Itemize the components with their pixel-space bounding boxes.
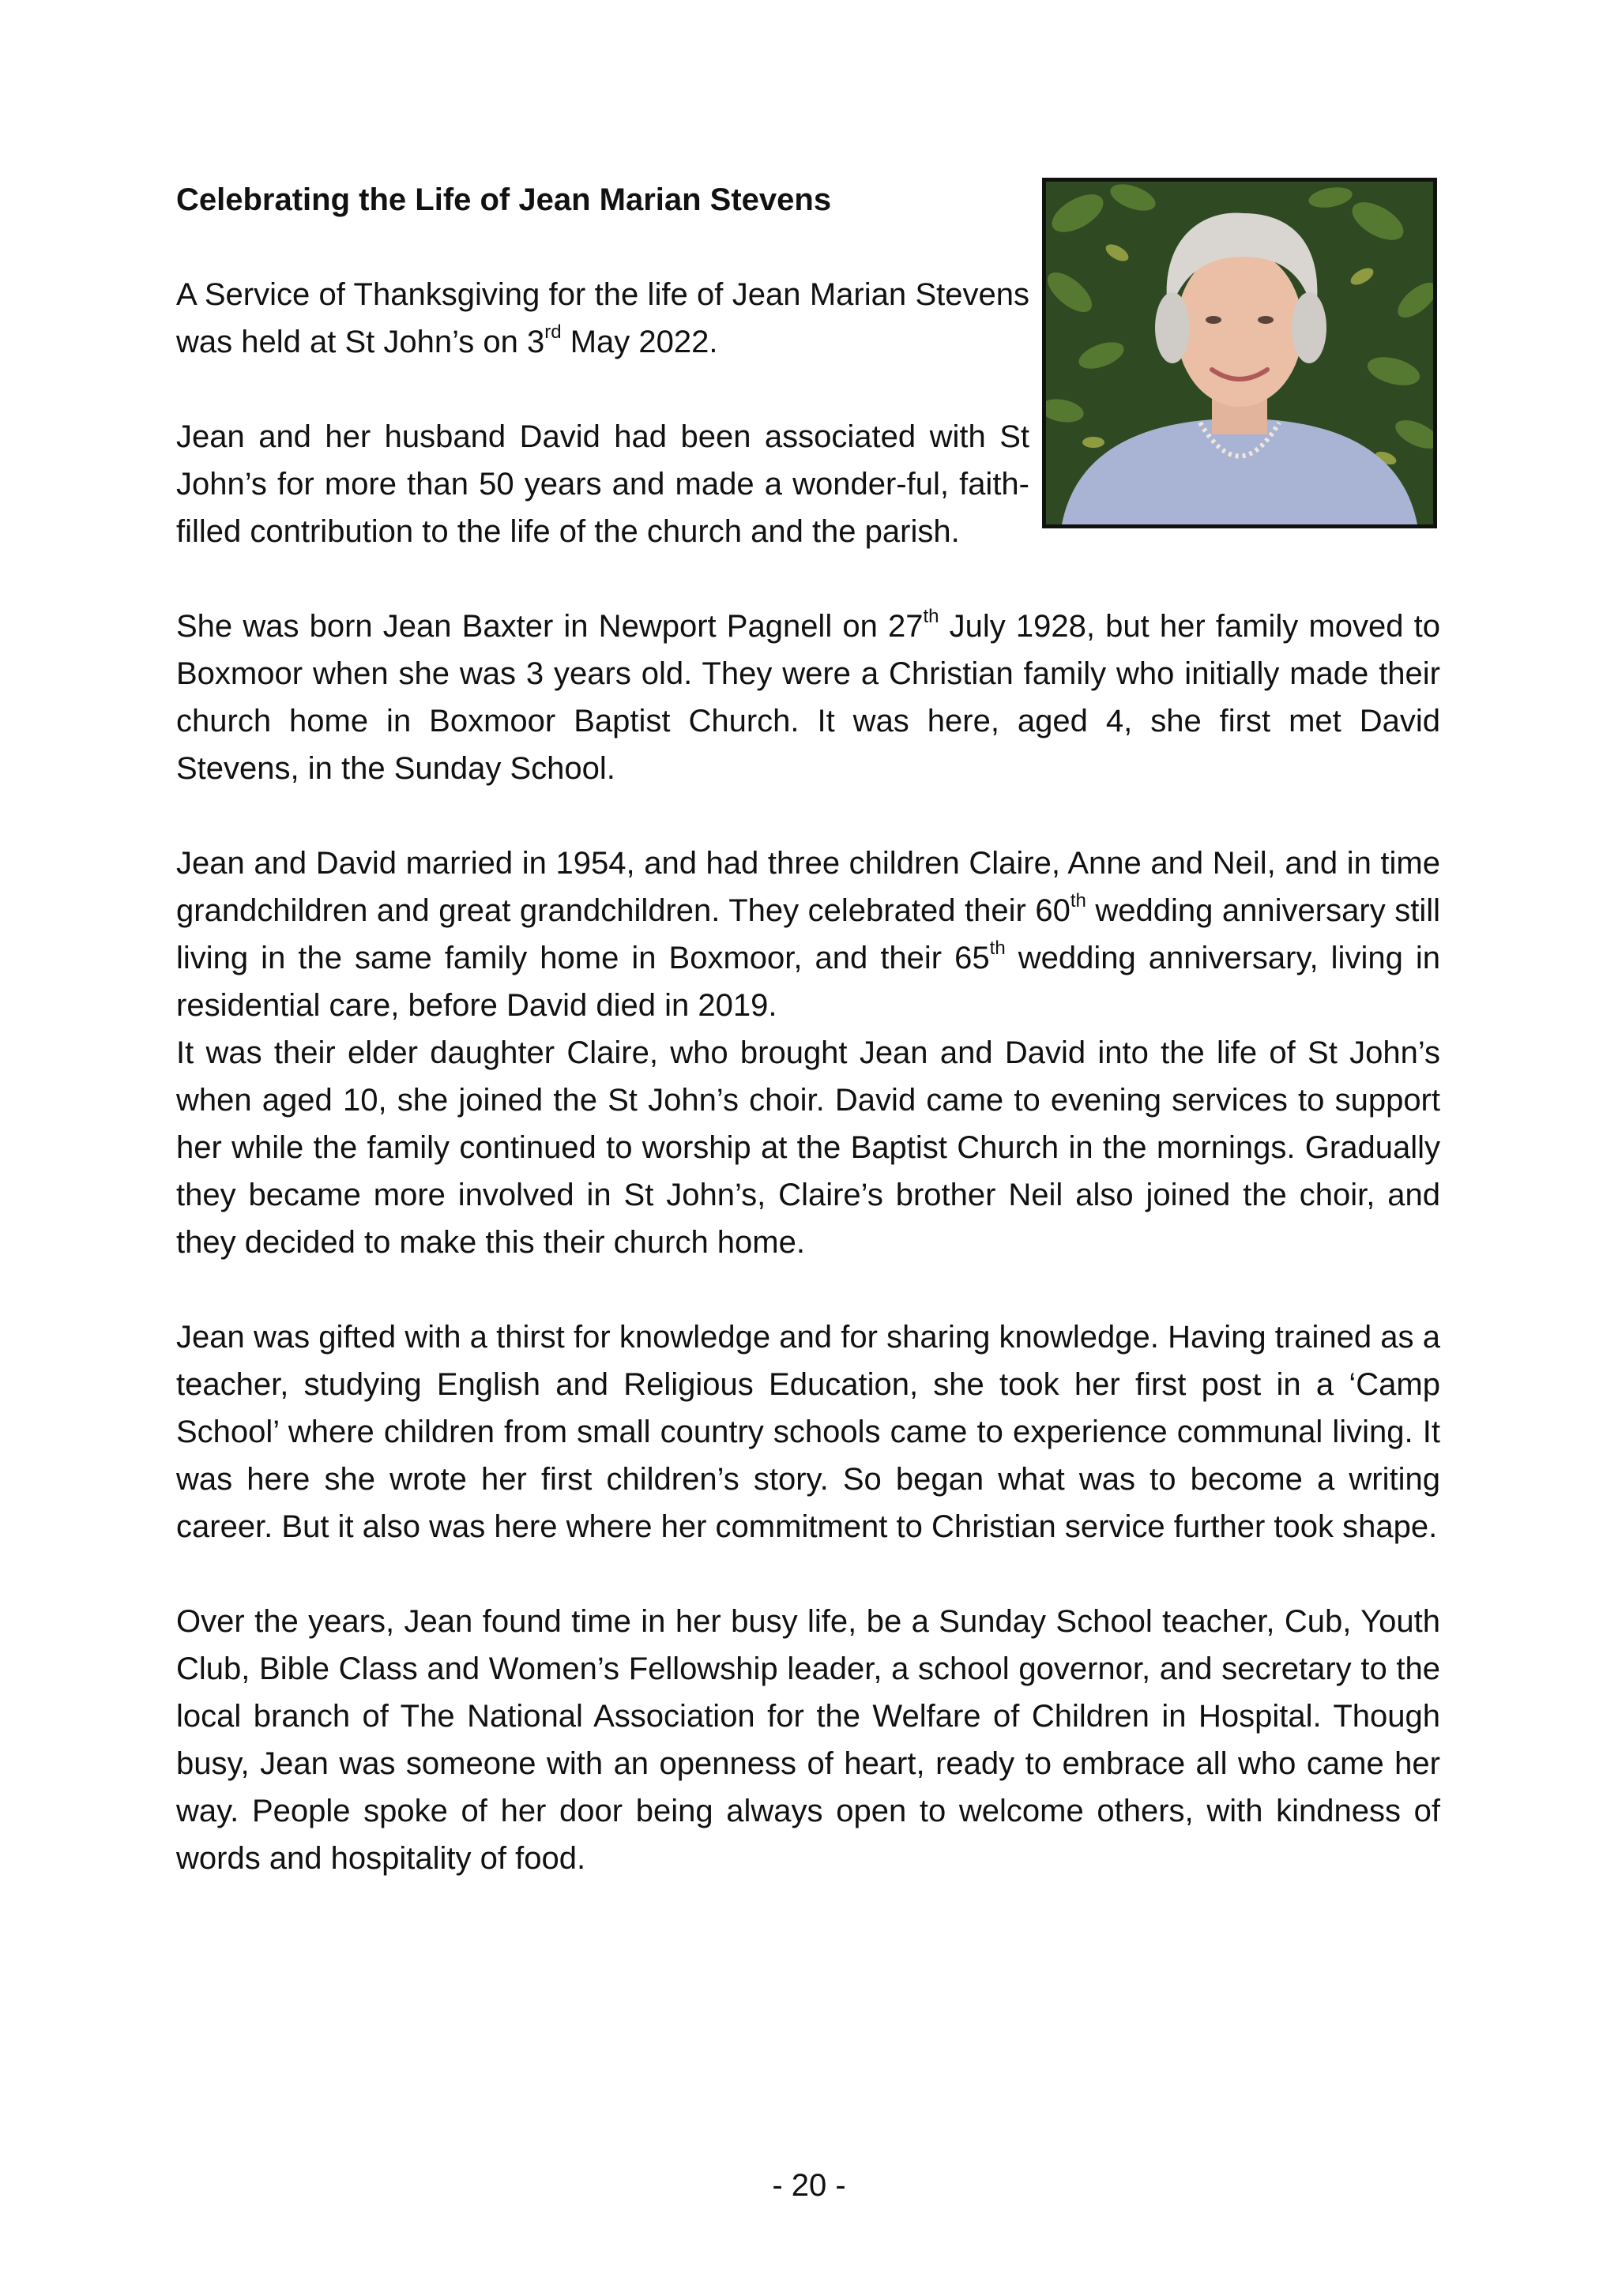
article-title: Celebrating the Life of Jean Marian Stevens xyxy=(176,182,832,217)
paragraph-service: A Service of Thanksgiving for the life of Jean Marian Stevens was held at St John’s on 3rd May 2022. xyxy=(176,277,1029,359)
paragraph-early-life: She was born Jean Baxter in Newport Pagnell on 27th July 1928, but her family moved to Boxmoor when she was 3 years old. They were a Christian family who initially made their church home in Boxmoor Baptist Church. It was here, aged 4, she first met David Stevens, in the Sunday School. xyxy=(176,606,1441,786)
article xyxy=(176,158,1440,1882)
paragraph-teaching: Jean was gifted with a thirst for knowledge and for sharing knowledge. Having trained as a teacher, studying English and Religious Education, she took her first post in a ‘Camp School’ where children from small country schools came to experience communal living. It was here she wrote her first children’s story. So began what was to become a writing career. But it also was here where her commitment to Christian service further took shape. xyxy=(176,1320,1440,1544)
page-number: - 20 - xyxy=(772,2168,846,2203)
paragraph-association: Jean and her husband David had been associated with St John’s for more than 50 years and made a wonder-ful, faith-filled contribution to the life of the church and the parish. xyxy=(176,419,1029,549)
paragraph-marriage: Jean and David married in 1954, and had three children Claire, Anne and Neil, and in time grandchildren and great grandchildren. They celebrated their 60th wedding anniversary still living in the same family home in Boxmoor, and their 65th wedding anniversary, living in residential care, before David died in 2019. xyxy=(176,846,1440,1023)
paragraph-service-roles: Over the years, Jean found time in her busy life, be a Sunday School teacher, Cub, Youth Club, Bible Class and Women’s Fellowship leader, a school governor, and secretary to the local branch of The National Association for the Welfare of Children in Hospital. Though busy, Jean was someone with an openness of heart, ready to embrace all who came her way. People spoke of her door being always open to welcome others, with kindness of words and hospitality of food. xyxy=(176,1604,1440,1876)
portrait-photo xyxy=(1042,178,1437,528)
paragraph-church-home: It was their elder daughter Claire, who brought Jean and David into the life of St John’s when aged 10, she joined the St John’s choir. David came to evening services to support her while the family continued to worship at the Baptist Church in the mornings. Gradually they became more involved in St John’s, Claire’s brother Neil also joined the choir, and they decided to make this their church home. xyxy=(176,1035,1440,1260)
